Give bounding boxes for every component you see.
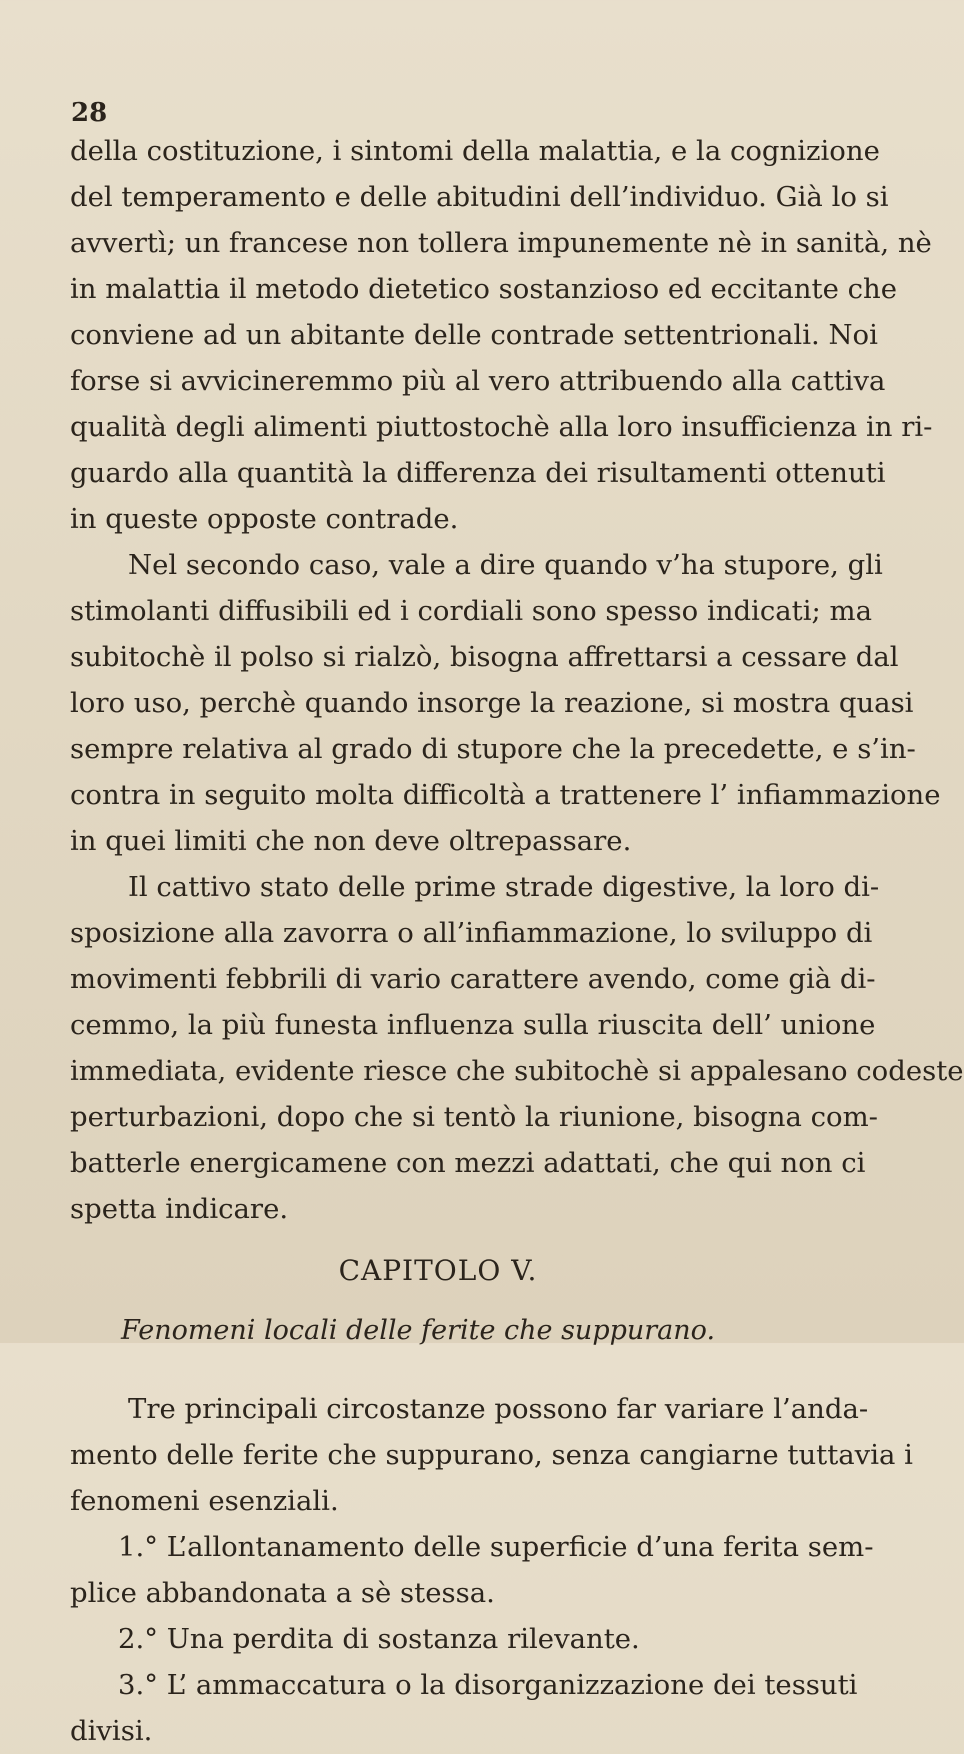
text-line: 3.° L’ ammaccatura o la disorganizzazione dei tessuti: [118, 1669, 858, 1701]
text-line: Il cattivo stato delle prime strade digestive, la loro di-: [128, 871, 880, 903]
text-line: plice abbandonata a sè stessa.: [70, 1577, 495, 1609]
text-line: divisi.: [70, 1715, 153, 1747]
paragraph-continuation: [70, 128, 933, 542]
text-line: loro uso, perchè quando insorge la reazione, si mostra quasi: [70, 687, 914, 719]
text-line: Nel secondo caso, vale a dire quando v’ha stupore, gli: [128, 549, 883, 581]
text-line: in queste opposte contrade.: [70, 503, 459, 535]
text-line: fenomeni esenziali.: [70, 1485, 339, 1517]
text-line: 2.° Una perdita di sostanza rilevante.: [118, 1623, 640, 1655]
text-line: spetta indicare.: [70, 1193, 289, 1225]
text-line: mento delle ferite che suppurano, senza cangiarne tuttavia i: [70, 1439, 913, 1471]
text-line: in malattia il metodo dietetico sostanzioso ed eccitante che: [70, 273, 897, 305]
text-line: contra in seguito molta difficoltà a trattenere l’ infiammazione: [70, 779, 941, 811]
text-line: sempre relativa al grado di stupore che la precedette, e s’in-: [70, 733, 916, 765]
page-number: 28: [71, 98, 108, 128]
text-line: sposizione alla zavorra o all’infiammazione, lo sviluppo di: [70, 917, 873, 949]
list-item: [70, 1524, 874, 1616]
page-text: [70, 128, 964, 1754]
text-line: del temperamento e delle abitudini dell’individuo. Già lo si: [70, 181, 889, 213]
text-line: subitochè il polso si rialzò, bisogna affrettarsi a cessare dal: [70, 641, 899, 673]
text-line: stimolanti diffusibili ed i cordiali sono spesso indicati; ma: [70, 595, 872, 627]
circumstances-list: [70, 1524, 874, 1754]
text-line: in quei limiti che non deve oltrepassare.: [70, 825, 632, 857]
text-line: immediata, evidente riesce che subitochè si appalesano codeste: [70, 1055, 964, 1087]
text-line: 1.° L’allontanamento delle superficie d’una ferita sem-: [118, 1531, 874, 1563]
text-line: Tre principali circostanze possono far variare l’anda-: [128, 1393, 869, 1425]
paragraph-stupore: [70, 542, 941, 864]
paragraph-intro: [70, 1386, 913, 1524]
text-line: movimenti febbrili di vario carattere avendo, come già di-: [70, 963, 876, 995]
text-line: batterle energicamene con mezzi adattati, che qui non ci: [70, 1147, 866, 1179]
chapter-title: CAPITOLO V.: [338, 1254, 538, 1287]
chapter-subtitle: Fenomeni locali delle ferite che suppurano.: [120, 1315, 716, 1346]
text-line: della costituzione, i sintomi della malattia, e la cognizione: [70, 135, 880, 167]
paragraph-strade-digestive: [70, 864, 964, 1232]
text-line: cemmo, la più funesta influenza sulla riuscita dell’ unione: [70, 1009, 876, 1041]
text-line: conviene ad un abitante delle contrade settentrionali. Noi: [70, 319, 878, 351]
text-line: forse si avvicineremmo più al vero attribuendo alla cattiva: [70, 365, 886, 397]
list-item: [70, 1616, 766, 1662]
text-line: qualità degli alimenti piuttostochè alla loro insufficienza in ri-: [70, 411, 933, 443]
text-line: avvertì; un francese non tollera impunemente nè in sanità, nè: [70, 227, 932, 259]
text-line: perturbazioni, dopo che si tentò la riunione, bisogna com-: [70, 1101, 878, 1133]
list-item: [70, 1662, 858, 1754]
text-line: guardo alla quantità la differenza dei risultamenti ottenuti: [70, 457, 886, 489]
